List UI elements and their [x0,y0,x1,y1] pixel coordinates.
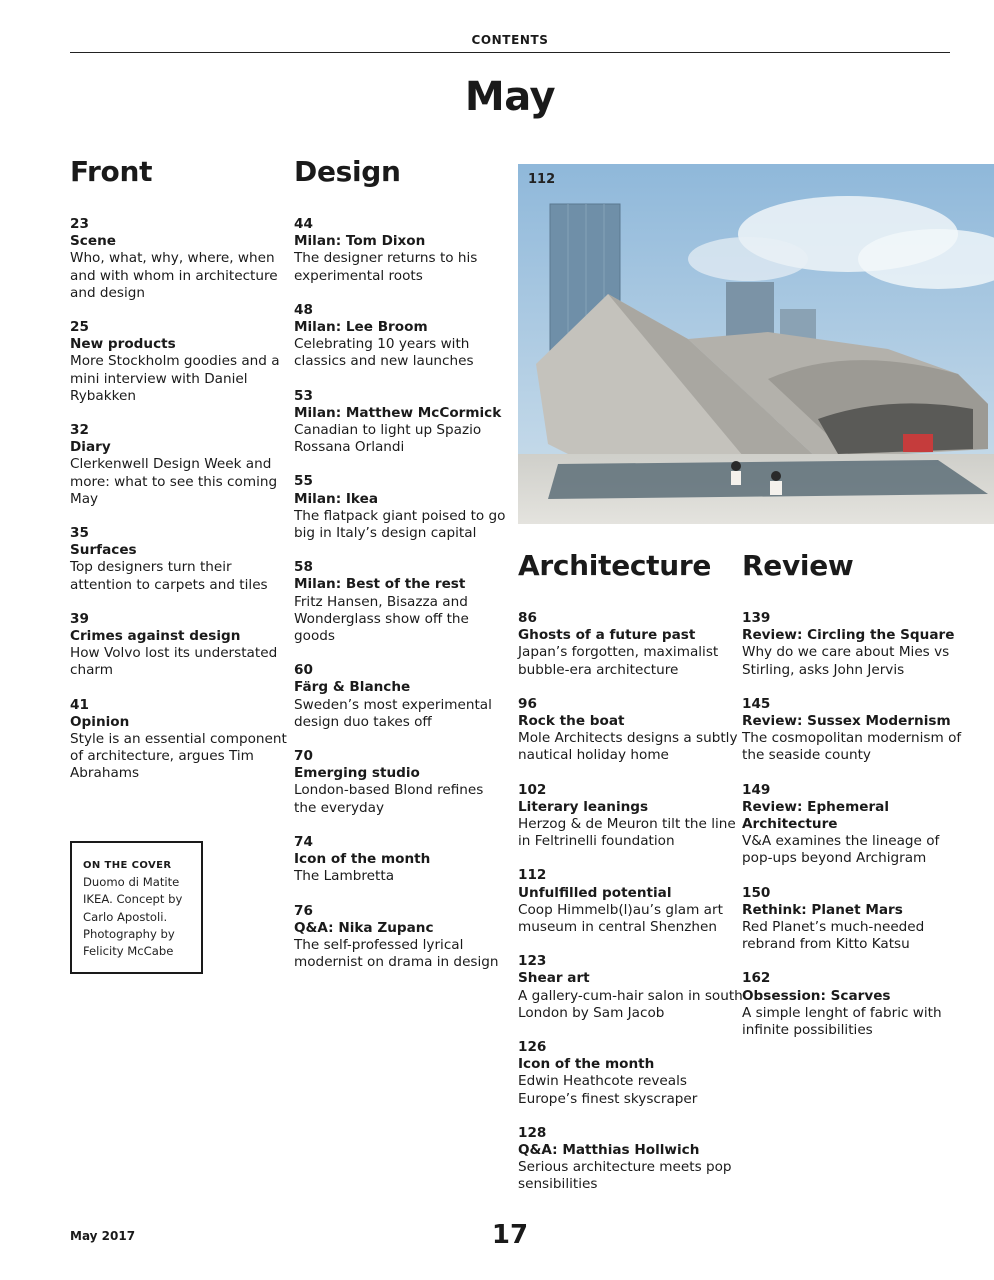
entry-title: Q&A: Matthias Hollwich [518,1142,700,1159]
section-title: Front [70,155,153,188]
entry-page-number: 74 [294,833,313,850]
section-title: Design [294,155,401,188]
entry-description: The flatpack giant poised to go big in Italy’s design capital [294,507,506,542]
entry-page-number: 76 [294,902,313,919]
entry-description: Edwin Heathcote reveals Europe’s finest skyscraper [518,1073,698,1107]
entry-description: The Lambretta [294,868,395,885]
entry-page-number: 58 [294,559,313,576]
on-the-cover-box [70,841,203,974]
entry-description: Fritz Hansen, Bisazza and Wonderglass show off the goods [294,593,469,645]
entry-description: Celebrating 10 years with classics and new launches [294,336,474,370]
contents-entry[interactable] [294,473,509,542]
entry-description: London-based Blond refines the everyday [294,782,484,816]
section-design [294,155,509,988]
contents-entry[interactable] [294,748,509,817]
contents-entry[interactable] [70,697,295,783]
contents-entry[interactable] [518,782,743,851]
feature-photo [518,164,994,524]
entry-page-number: 149 [742,781,771,798]
contents-entry[interactable] [70,525,295,594]
entry-description: The self-professed lyrical modernist on drama in design [294,936,499,971]
entry-title: Rethink: Planet Mars [742,901,903,918]
entry-title: Icon of the month [294,851,431,868]
entry-page-number: 44 [294,216,313,232]
entry-title: Milan: Tom Dixon [294,233,426,250]
entry-description: The designer returns to his experimental roots [294,250,478,284]
header-rule [70,52,950,53]
section-review [742,549,967,1056]
entry-description: V&A examines the lineage of pop-ups beyond Archigram [742,833,940,867]
entry-title: Milan: Matthew McCormick [294,404,502,421]
entry-page-number: 39 [70,610,89,627]
contents-entry[interactable] [70,611,295,680]
entry-title: Opinion [70,713,130,730]
reflecting-pool [548,460,988,499]
entry-title: Shear art [518,970,590,987]
entry-title: Literary leanings [518,798,649,815]
entry-title: Unfulfilled potential [518,884,672,901]
contents-entry[interactable] [294,388,509,457]
entry-page-number: 41 [70,696,89,713]
entry-page-number: 25 [70,319,89,336]
footer-date: May 2017 [70,1229,136,1243]
entries [742,610,967,1039]
entry-description: A simple lenght of fabric with infinite possibilities [742,1004,942,1039]
entry-page-number: 145 [742,695,771,712]
entry-page-number: 126 [518,1039,547,1056]
entry-title: Emerging studio [294,765,420,782]
entry-title: New products [70,336,176,353]
entry-page-number: 150 [742,884,771,901]
entry-page-number: 112 [518,867,547,884]
entry-page-number: 102 [518,781,547,798]
entry-title: Rock the boat [518,713,625,730]
entry-title: Färg & Blanche [294,679,411,696]
cloud [688,237,808,281]
contents-entry[interactable] [742,885,967,954]
entry-page-number: 60 [294,662,313,679]
contents-entry[interactable] [742,696,967,765]
entry-description: Who, what, why, where, when and with whom in architecture and design [70,250,278,301]
entry-description: Serious architecture meets pop sensibilities [518,1159,732,1193]
entry-page-number: 70 [294,748,313,765]
contents-entry[interactable] [742,610,967,679]
child [731,461,741,471]
entry-title: Ghosts of a future past [518,627,696,644]
cover-heading: ON THE COVER [83,860,172,871]
contents-entry[interactable] [70,319,295,405]
contents-entry[interactable] [518,1039,743,1108]
entry-title: Surfaces [70,542,137,559]
child [771,471,781,481]
entry-page-number: 162 [742,970,771,987]
entry-title: Crimes against design [70,628,241,645]
entry-page-number: 55 [294,473,313,490]
entry-description: Style is an essential component of architecture, argues Tim Abrahams [70,731,287,782]
contents-entry[interactable] [294,216,509,285]
entry-description: Japan’s forgotten, maximalist bubble-era architecture [518,644,719,678]
contents-entry[interactable] [70,216,295,302]
contents-entry[interactable] [742,782,967,868]
contents-entry[interactable] [70,422,295,508]
entry-description: More Stockholm goodies and a mini interview with Daniel Rybakken [70,353,280,404]
section-front [70,155,295,800]
contents-entry[interactable] [518,953,743,1022]
entry-title: Review: Sussex Modernism [742,713,951,730]
photo-page-number: 112 [528,172,556,187]
entry-page-number: 23 [70,216,89,232]
contents-entry[interactable] [294,662,509,731]
entry-page-number: 96 [518,695,537,712]
contents-entry[interactable] [518,610,743,679]
contents-entry[interactable] [294,302,509,371]
entries [518,610,743,1194]
contents-label: CONTENTS [471,33,549,47]
entry-description: Sweden’s most experimental design duo takes off [294,696,492,730]
contents-entry[interactable] [294,903,509,972]
entry-page-number: 53 [294,387,313,404]
contents-entry[interactable] [518,696,743,765]
contents-entry[interactable] [294,834,509,886]
entry-description: A gallery-cum-hair salon in south London by Sam Jacob [518,987,743,1021]
entry-description: How Volvo lost its understated charm [70,645,278,679]
entry-page-number: 32 [70,422,89,439]
entry-page-number: 139 [742,610,771,626]
contents-entry[interactable] [294,559,509,645]
entry-description: Why do we care about Mies vs Stirling, asks John Jervis [742,644,950,678]
entries [294,216,509,971]
contents-entry[interactable] [518,1125,743,1194]
entry-description: Canadian to light up Spazio Rossana Orlandi [294,422,482,456]
entry-title: Icon of the month [518,1056,655,1073]
cover-credit: Duomo di Matite IKEA. Concept by Carlo Apostoli. Photography by Felicity McCabe [83,875,183,959]
entry-page-number: 86 [518,610,537,626]
entry-description: Coop Himmelb(l)au’s glam art museum in central Shenzhen [518,901,723,936]
section-architecture [518,549,743,1211]
entry-page-number: 35 [70,525,89,542]
entry-title: Obsession: Scarves [742,987,891,1004]
entries [70,216,295,783]
entry-description: Mole Architects designs a subtly nautical holiday home [518,730,738,764]
entry-title: Milan: Ikea [294,490,378,507]
entry-description: Clerkenwell Design Week and more: what to see this coming May [70,456,278,507]
entry-description: Red Planet’s much-needed rebrand from Kitto Katsu [742,919,925,953]
entry-title: Diary [70,439,111,456]
month-title: May [464,74,556,120]
section-title: Architecture [518,549,712,582]
entry-title: Scene [70,233,116,250]
entry-title: Review: Circling the Square [742,627,955,644]
section-title: Review [742,549,854,582]
entry-description: The cosmopolitan modernism of the seaside county [742,730,962,764]
entry-page-number: 128 [518,1124,547,1141]
contents-entry[interactable] [518,867,743,936]
entry-page-number: 48 [294,301,313,318]
museum-photo-illustration [518,164,994,524]
entry-title: Milan: Best of the rest [294,576,466,593]
entry-title: Milan: Lee Broom [294,319,428,336]
entry-description: Top designers turn their attention to carpets and tiles [70,559,268,593]
entry-title: Review: Ephemeral Architecture [742,798,889,833]
contents-entry[interactable] [742,970,967,1039]
red-sign [903,434,933,452]
page-number: 17 [491,1220,529,1250]
entry-title: Q&A: Nika Zupanc [294,919,434,936]
entry-page-number: 123 [518,953,547,970]
entry-description: Herzog & de Meuron tilt the line in Feltrinelli foundation [518,816,736,850]
